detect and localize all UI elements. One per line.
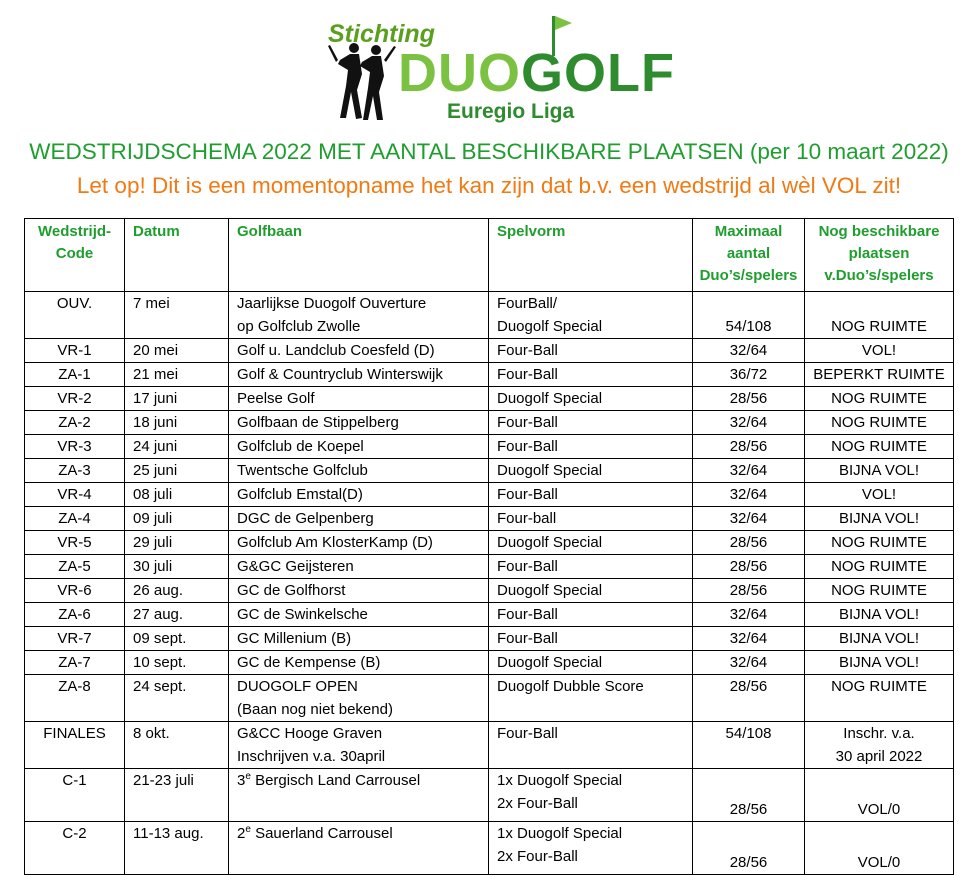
cell-format: Four-ball <box>489 507 693 531</box>
cell-max: 28/56 <box>693 675 805 722</box>
cell-date: 24 juni <box>125 435 229 459</box>
table-row <box>25 579 954 603</box>
page-title: WEDSTRIJDSCHEMA 2022 MET AANTAL BESCHIKBARE PLAATSEN (per 10 maart 2022) <box>29 139 949 164</box>
golfers-silhouette-icon <box>326 40 396 124</box>
cell-max: 32/64 <box>693 507 805 531</box>
table-row <box>25 651 954 675</box>
header-date: Datum <box>125 219 229 292</box>
cell-date: 18 juni <box>125 411 229 435</box>
table-row <box>25 627 954 651</box>
cell-available: NOG RUIMTE <box>805 531 954 555</box>
cell-max: 32/64 <box>693 411 805 435</box>
cell-date: 21-23 juli <box>125 769 229 822</box>
cell-max: 28/56 <box>693 435 805 459</box>
cell-max: 36/72 <box>693 363 805 387</box>
cell-date: 26 aug. <box>125 579 229 603</box>
table-row <box>25 675 954 722</box>
logo-subtitle: Euregio Liga <box>447 100 575 123</box>
header-max: Maximaal aantal Duo’s/spelers <box>693 219 805 292</box>
cell-available: BIJNA VOL! <box>805 459 954 483</box>
cell-code: C-2 <box>25 822 125 875</box>
cell-code: ZA-6 <box>25 603 125 627</box>
cell-code: VR-2 <box>25 387 125 411</box>
table-row <box>25 363 954 387</box>
cell-format: Duogolf Special <box>489 459 693 483</box>
cell-date: 21 mei <box>125 363 229 387</box>
logo-brand: DUOGOLF <box>398 43 675 103</box>
cell-code: ZA-1 <box>25 363 125 387</box>
cell-code: VR-6 <box>25 579 125 603</box>
cell-course: Golf u. Landclub Coesfeld (D) <box>229 339 489 363</box>
cell-available: VOL/0 <box>805 769 954 822</box>
cell-course: DGC de Gelpenberg <box>229 507 489 531</box>
header-course: Golfbaan <box>229 219 489 292</box>
cell-max: 28/56 <box>693 769 805 822</box>
cell-format: Four-Ball <box>489 435 693 459</box>
cell-format: Four-Ball <box>489 339 693 363</box>
table-row <box>25 822 954 875</box>
cell-course: GC de Kempense (B) <box>229 651 489 675</box>
cell-format: Duogolf Special <box>489 387 693 411</box>
cell-course: Twentsche Golfclub <box>229 459 489 483</box>
notice-text: Let op! Dit is een momentopname het kan zijn dat b.v. een wedstrijd al wèl VOL zit! <box>76 173 902 198</box>
cell-max: 32/64 <box>693 627 805 651</box>
cell-format: FourBall/ Duogolf Special <box>489 292 693 339</box>
cell-format: Duogolf Special <box>489 651 693 675</box>
header-format: Spelvorm <box>489 219 693 292</box>
cell-available: NOG RUIMTE <box>805 411 954 435</box>
cell-max: 32/64 <box>693 651 805 675</box>
table-header-row <box>25 219 954 292</box>
cell-format: Duogolf Special <box>489 531 693 555</box>
cell-max: 28/56 <box>693 531 805 555</box>
cell-format: Four-Ball <box>489 722 693 769</box>
table-row <box>25 339 954 363</box>
cell-course: Golfclub Emstal(D) <box>229 483 489 507</box>
cell-date: 24 sept. <box>125 675 229 722</box>
cell-code: VR-4 <box>25 483 125 507</box>
cell-course: Peelse Golf <box>229 387 489 411</box>
table-row <box>25 292 954 339</box>
cell-course: Jaarlijkse Duogolf Ouverture op Golfclub Zwolle <box>229 292 489 339</box>
cell-date: 11-13 aug. <box>125 822 229 875</box>
cell-date: 27 aug. <box>125 603 229 627</box>
table-row <box>25 387 954 411</box>
cell-max: 28/56 <box>693 387 805 411</box>
cell-code: ZA-3 <box>25 459 125 483</box>
cell-available: BIJNA VOL! <box>805 651 954 675</box>
cell-date: 09 juli <box>125 507 229 531</box>
cell-course: DUOGOLF OPEN (Baan nog niet bekend) <box>229 675 489 722</box>
cell-max: 28/56 <box>693 555 805 579</box>
cell-max: 28/56 <box>693 822 805 875</box>
cell-available: BIJNA VOL! <box>805 507 954 531</box>
cell-available: NOG RUIMTE <box>805 292 954 339</box>
cell-available: BIJNA VOL! <box>805 627 954 651</box>
schedule-table <box>24 218 954 875</box>
cell-date: 09 sept. <box>125 627 229 651</box>
cell-code: ZA-7 <box>25 651 125 675</box>
table-row <box>25 769 954 822</box>
table-row <box>25 483 954 507</box>
cell-format: Four-Ball <box>489 555 693 579</box>
cell-format: Four-Ball <box>489 411 693 435</box>
cell-date: 8 okt. <box>125 722 229 769</box>
table-row <box>25 435 954 459</box>
cell-max: 32/64 <box>693 603 805 627</box>
cell-code: VR-1 <box>25 339 125 363</box>
cell-course: Golf & Countryclub Winterswijk <box>229 363 489 387</box>
cell-date: 29 juli <box>125 531 229 555</box>
cell-format: 1x Duogolf Special 2x Four-Ball <box>489 822 693 875</box>
cell-code: C-1 <box>25 769 125 822</box>
cell-date: 10 sept. <box>125 651 229 675</box>
cell-format: Four-Ball <box>489 483 693 507</box>
cell-max: 28/56 <box>693 579 805 603</box>
cell-format: Four-Ball <box>489 603 693 627</box>
cell-course: G&CC Hooge Graven Inschrijven v.a. 30april <box>229 722 489 769</box>
cell-course: 3e Bergisch Land Carrousel <box>229 769 489 822</box>
cell-available: BEPERKT RUIMTE <box>805 363 954 387</box>
cell-format: Duogolf Dubble Score <box>489 675 693 722</box>
cell-format: Four-Ball <box>489 627 693 651</box>
cell-max: 54/108 <box>693 292 805 339</box>
cell-course: GC de Golfhorst <box>229 579 489 603</box>
cell-available: NOG RUIMTE <box>805 555 954 579</box>
cell-max: 32/64 <box>693 483 805 507</box>
header-available: Nog beschikbare plaatsen v.Duo’s/spelers <box>805 219 954 292</box>
cell-date: 25 juni <box>125 459 229 483</box>
cell-course: Golfbaan de Stippelberg <box>229 411 489 435</box>
cell-code: FINALES <box>25 722 125 769</box>
header-code: Wedstrijd- Code <box>25 219 125 292</box>
cell-available: VOL/0 <box>805 822 954 875</box>
cell-course: 2e Sauerland Carrousel <box>229 822 489 875</box>
cell-max: 32/64 <box>693 339 805 363</box>
table-row <box>25 507 954 531</box>
cell-available: NOG RUIMTE <box>805 579 954 603</box>
cell-code: VR-3 <box>25 435 125 459</box>
cell-date: 08 juli <box>125 483 229 507</box>
cell-course: Golfclub de Koepel <box>229 435 489 459</box>
cell-date: 30 juli <box>125 555 229 579</box>
cell-available: Inschr. v.a. 30 april 2022 <box>805 722 954 769</box>
cell-course: GC Millenium (B) <box>229 627 489 651</box>
cell-format: Four-Ball <box>489 363 693 387</box>
cell-max: 54/108 <box>693 722 805 769</box>
cell-available: NOG RUIMTE <box>805 675 954 722</box>
cell-available: NOG RUIMTE <box>805 435 954 459</box>
cell-course: GC de Swinkelsche <box>229 603 489 627</box>
cell-available: NOG RUIMTE <box>805 387 954 411</box>
cell-available: VOL! <box>805 339 954 363</box>
cell-code: ZA-8 <box>25 675 125 722</box>
table-row <box>25 459 954 483</box>
cell-format: 1x Duogolf Special 2x Four-Ball <box>489 769 693 822</box>
cell-date: 17 juni <box>125 387 229 411</box>
cell-course: Golfclub Am KlosterKamp (D) <box>229 531 489 555</box>
cell-date: 20 mei <box>125 339 229 363</box>
cell-code: ZA-4 <box>25 507 125 531</box>
cell-course: G&GC Geijsteren <box>229 555 489 579</box>
cell-available: VOL! <box>805 483 954 507</box>
table-row <box>25 722 954 769</box>
table-row <box>25 531 954 555</box>
table-row <box>25 603 954 627</box>
cell-code: VR-5 <box>25 531 125 555</box>
logo-stichting: Stichting <box>328 20 435 48</box>
cell-code: ZA-5 <box>25 555 125 579</box>
cell-code: ZA-2 <box>25 411 125 435</box>
cell-date: 7 mei <box>125 292 229 339</box>
duogolf-logo <box>326 14 675 124</box>
cell-available: BIJNA VOL! <box>805 603 954 627</box>
table-row <box>25 555 954 579</box>
cell-max: 32/64 <box>693 459 805 483</box>
cell-code: VR-7 <box>25 627 125 651</box>
cell-format: Duogolf Special <box>489 579 693 603</box>
table-row <box>25 411 954 435</box>
cell-code: OUV. <box>25 292 125 339</box>
